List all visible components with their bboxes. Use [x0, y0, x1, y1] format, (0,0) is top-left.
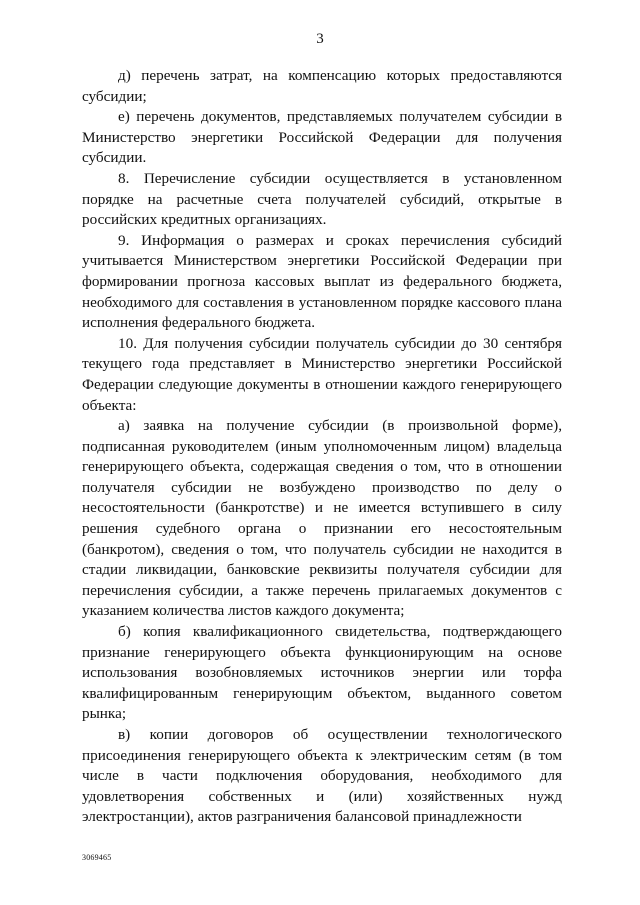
paragraph-item-d: д) перечень затрат, на компенсацию которых предоставляются субсидии;: [82, 67, 562, 105]
paragraph-clause-8: 8. Перечисление субсидии осуществляется в установленном порядке на расчетные счета получателей субсидий, открытые в российских кредитных организациях.: [82, 169, 562, 229]
paragraph-clause-10: 10. Для получения субсидии получатель субсидии до 30 сентября текущего года представляет в Министерство энергетики Российской Федерации следующие документы в отношении каждого генерирующего объекта:: [82, 334, 562, 414]
paragraph-item-a: а) заявка на получение субсидии (в произвольной форме), подписанная руководителем (иным уполномоченным лицом) владельца генерирующего объекта, содержащая сведения о том, что в отношении получателя субсидии не возбуждено производство по делу о несостоятельности (банкротстве) и не имеется вступившего в силу решения судебного органа о признании его несостоятельным (банкротом), сведения о том, что получатель субсидии не находится в стадии ликвидации, банковские реквизиты получателя субсидии для перечисления субсидии, а также перечень прилагаемых документов с указанием количества листов каждого документа;: [82, 417, 562, 620]
document-body: [82, 66, 562, 828]
paragraph-item-v: в) копии договоров об осуществлении технологического присоединения генерирующего объекта к электрическим сетям (в том числе в части подключения оборудования, необходимого для удовлетворения собственных и (или) хозяйственных нужд электростанции), актов разграничения балансовой принадлежности: [82, 726, 562, 826]
document-id: 3069465: [82, 853, 112, 862]
page-number: 3: [316, 31, 324, 47]
paragraph-clause-9: 9. Информация о размерах и сроках перечисления субсидий учитывается Министерством энергетики Российской Федерации при формировании прогноза кассовых выплат из федерального бюджета, необходимого для составления в установленном порядке кассового плана исполнения федерального бюджета.: [82, 231, 562, 332]
paragraph-item-e: е) перечень документов, представляемых получателем субсидии в Министерство энергетики Российской Федерации для получения субсидии.: [82, 108, 562, 167]
paragraph-item-b: б) копия квалификационного свидетельства, подтверждающего признание генерирующего объекта функционирующим на основе использования возобновляемых источников энергии или торфа квалифицированным генерирующим объектом, выданного советом рынка;: [82, 623, 562, 723]
